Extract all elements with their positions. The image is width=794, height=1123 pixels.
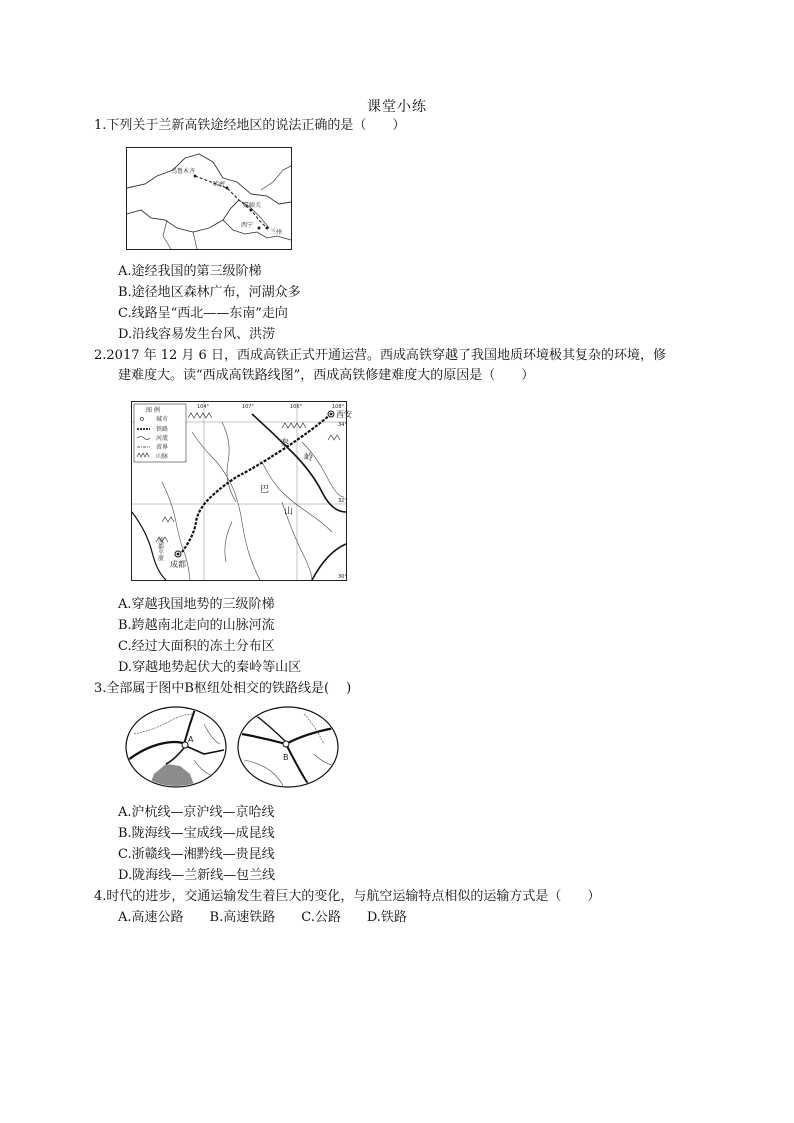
- map2-tick-107: 107°: [242, 404, 255, 410]
- map2-tick-106: 106°: [290, 404, 303, 410]
- map2-mountain-ba: 巴: [260, 485, 270, 495]
- q2-option-c: C.经过大面积的冻土分布区: [118, 639, 275, 654]
- q3-option-b: B.陇海线—宝成线—成昆线: [118, 826, 275, 841]
- q1-option-d: D.沿线容易发生台风、洪涝: [118, 327, 276, 342]
- q3-option-c: C.浙赣线—湘黔线—贵昆线: [118, 847, 275, 862]
- map2-tick-32: 32°: [338, 498, 347, 504]
- question-1-map: [126, 147, 292, 250]
- map1-label-urumqi: 乌鲁木齐: [171, 168, 196, 175]
- map1-label-lanzhou: 兰州: [270, 229, 283, 236]
- legend-title: 图 例: [146, 407, 160, 414]
- q4-option-a: A.高速公路: [118, 910, 184, 925]
- question-3-stem: 3.全部属于图中B枢纽处相交的铁路线是( ): [94, 681, 352, 696]
- q1-option-c: C.线路呈“西北——东南”走向: [118, 306, 288, 321]
- legend-mountain: 山脉: [156, 453, 169, 460]
- question-3-maps: [124, 704, 340, 790]
- q2-option-a: A.穿越我国地势的三级阶梯: [118, 597, 275, 612]
- question-2-map: [131, 401, 352, 581]
- question-2-stem-line2: 建难度大。读“西成高铁路线图”，西成高铁修建难度大的原因是（ ）: [118, 368, 535, 383]
- map2-city-chengdu: 成都: [170, 560, 186, 569]
- q4-option-b: B.高速铁路: [209, 910, 276, 925]
- legend-boundary: 省界: [156, 444, 169, 451]
- q1-option-b: B.途径地区森林广布，河湖众多: [118, 285, 301, 300]
- q2-option-d: D.穿越地势起伏大的秦岭等山区: [118, 660, 302, 675]
- legend-city: 城市: [156, 416, 169, 423]
- map2-tick-30: 30°: [338, 574, 347, 580]
- map1-label-jiayuguan: 嘉峪关: [243, 202, 262, 209]
- q4-option-c: C.公路: [301, 910, 341, 925]
- question-1-stem: 1.下列关于兰新高铁途经地区的说法正确的是（ ）: [94, 118, 406, 133]
- map3-label-b: B: [283, 753, 289, 762]
- legend-railway: 铁路: [156, 426, 169, 433]
- map2-mountain-ling: 岭: [304, 453, 314, 463]
- q1-option-a: A.途经我国的第三级阶梯: [118, 264, 262, 279]
- map2-tick-34: 34°: [338, 422, 347, 428]
- page-title: 课堂小练: [367, 99, 427, 115]
- map2-city-xian: 西安: [336, 410, 352, 419]
- map1-label-hami: 哈密: [213, 181, 226, 188]
- q2-option-b: B.跨越南北走向的山脉河流: [118, 618, 275, 633]
- q4-options: [118, 908, 433, 928]
- q3-option-d: D.陇海线—兰新线—包兰线: [118, 868, 276, 883]
- map2-mountain-qin: 秦: [280, 439, 290, 449]
- question-2-stem-line1: 2.2017 年 12 月 6 日，西成高铁正式开通运营。西成高铁穿越了我国地质环境极其复杂的环境，修: [94, 348, 666, 363]
- map2-plain-label: 成都平原: [156, 537, 164, 561]
- map2-tick-104: 104°: [197, 404, 210, 410]
- legend-river: 河流: [156, 435, 169, 442]
- map2-mountain-shan: 山: [284, 507, 294, 517]
- map3-label-a: A: [188, 735, 194, 744]
- q3-option-a: A.沪杭线—京沪线—京哈线: [118, 805, 275, 820]
- q4-option-d: D.铁路: [366, 910, 407, 925]
- map2-tick-108: 108°: [332, 404, 345, 410]
- question-4-stem: 4.时代的进步，交通运输发生着巨大的变化，与航空运输特点相似的运输方式是（ ）: [94, 889, 601, 904]
- map1-label-xining: 西宁: [241, 222, 254, 229]
